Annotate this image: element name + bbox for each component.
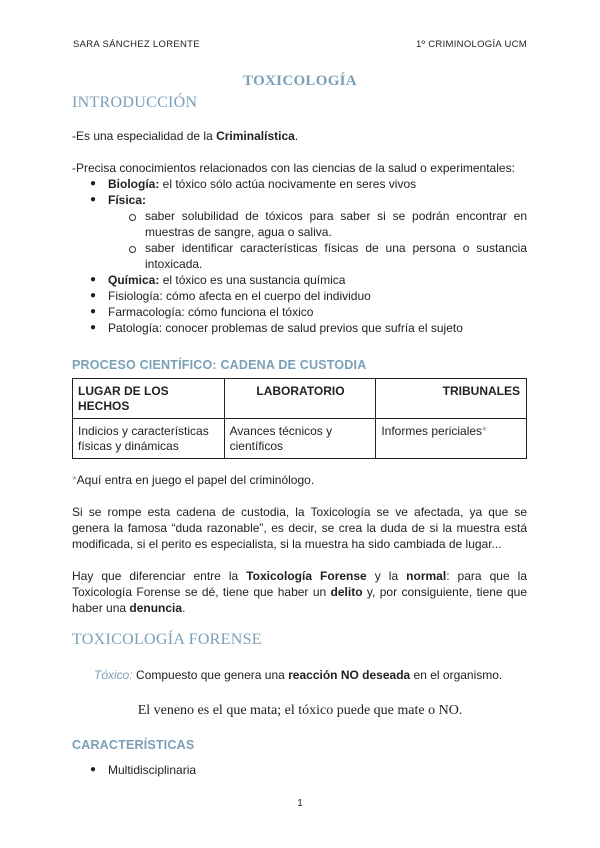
fisica-sub-2-line-2: intoxicada. [145,257,203,271]
table-cell: Informes periciales* [376,419,527,459]
bullet-icon: ● [90,306,97,317]
paragraph-2-line-2: Toxicología Forense se dé, tiene que haber un delito y, por consiguiente, tiene que [72,585,527,599]
heading-caracteristicas: CARACTERÍSTICAS [72,738,195,752]
bullet-icon: ● [90,194,97,205]
paragraph-1-line-3: modificada, si el perito es especialista, si la muestra ha sido cambiada de lugar... [72,537,502,551]
fisica-sub-1-line-2: muestras de sangre, agua o saliva. [145,225,332,239]
sub-bullet-icon [129,214,136,221]
fisica-sub-2-line-1: saber identificar características físicas de una persona o sustancia [145,241,527,255]
paragraph-2-line-1: Hay que diferenciar entre la Toxicología Forense y la normal: para que la [72,569,527,583]
bullet-icon: ● [90,290,97,301]
list-item-multidisciplinaria: Multidisciplinaria [108,763,197,777]
list-item-fisica: Física: [108,193,147,207]
list-item-biologia: Biología: el tóxico sólo actúa nocivamente en seres vivos [108,177,417,191]
list-item-farmacologia: Farmacología: cómo funciona el tóxico [108,305,314,319]
paragraph-2-line-3: haber una denuncia. [72,601,186,615]
bullet-icon: ● [90,274,97,285]
page-number: 1 [297,798,303,809]
bullet-icon: ● [90,178,97,189]
paragraph-1-line-2: genera la famosa “duda razonable”, es decir, se crea la duda de si la muestra está [72,521,527,535]
table-cell: Avances técnicos y científicos [224,419,376,459]
toxico-definition: Tóxico: Compuesto que genera una reacción NO deseada en el organismo. [94,668,503,682]
bullet-icon: ● [90,322,97,333]
criminalistica-bold: Criminalística [216,129,295,143]
bullet-icon: ● [90,764,97,775]
veneno-quote: El veneno es el que mata; el tóxico puede que mate o NO. [137,703,463,718]
fisica-sub-1-line-1: saber solubilidad de tóxicos para saber si se podrán encontrar en [145,209,527,223]
table-header-cell: TRIBUNALES [376,379,527,419]
table-header-cell: LUGAR DE LOS HECHOS [73,379,225,419]
list-item-quimica: Química: el tóxico es una sustancia química [108,273,346,287]
intro-line-1: -Es una especialidad de la Criminalística. [72,129,299,143]
header-author: SARA SÁNCHEZ LORENTE [73,39,200,50]
intro-line-2: -Precisa conocimientos relacionados con las ciencias de la salud o experimentales: [72,161,515,175]
heading-toxicologia-forense: TOXICOLOGÍA FORENSE [72,631,262,648]
list-item-patologia: Patología: conocer problemas de salud previos que sufría el sujeto [108,321,463,335]
sub-bullet-icon [129,246,136,253]
custody-table [72,378,527,459]
header-course: 1º CRIMINOLOGÍA UCM [415,39,527,50]
list-item-fisiologia: Fisiología: cómo afecta en el cuerpo del individuo [108,289,371,303]
table-header-cell: LABORATORIO [224,379,376,419]
table-cell: Indicios y características físicas y dinámicas [73,419,225,459]
table-row [73,419,527,459]
heading-introduccion: INTRODUCCIÓN [72,94,198,111]
page-title: TOXICOLOGÍA [243,73,357,89]
table-header-row [73,379,527,419]
paragraph-1-line-1: Si se rompe esta cadena de custodia, la Toxicología se ve afectada, ya que se [72,505,527,519]
custody-footnote: *Aquí entra en juego el papel del criminólogo. [72,473,315,487]
heading-cadena-custodia: PROCESO CIENTÍFICO: CADENA DE CUSTODIA [72,358,367,372]
